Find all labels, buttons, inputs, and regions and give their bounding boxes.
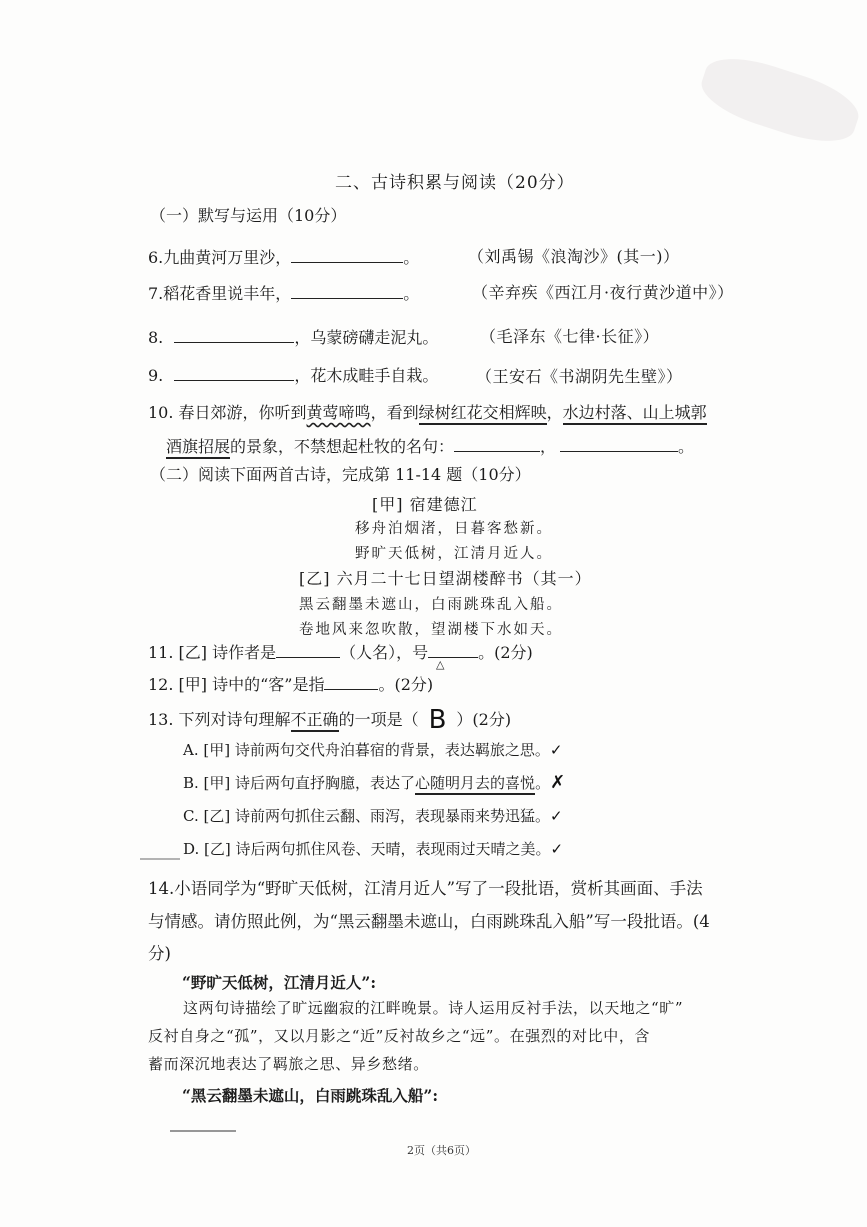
q12-blank[interactable] [324,673,378,690]
q10-blank-1[interactable] [454,435,540,452]
question-12 [148,673,433,696]
example-title: “野旷天低树，江清月近人”: [182,973,377,992]
q13-option-b-end: 。 [535,774,551,792]
question-14-line2: 与情感。请仿照此例，为“黑云翻墨未遮山，白雨跳珠乱入船”写一段批语。(4 [148,912,710,931]
q13-option-c-text: C. [乙] 诗前两句抓住云翻、雨泻，表现暴雨来势迅猛。 [183,807,550,825]
question-14-line3: 分) [148,944,171,963]
q13-underline: 不正确 [291,710,339,732]
q13-option-a-text: A. [甲] 诗前两句交代舟泊暮宿的背景，表达羁旅之思。 [183,741,550,759]
q13-option-a [183,739,562,761]
part2-heading: （二）阅读下面两首古诗，完成第 11-14 题（10分） [150,465,531,484]
q10-underline-4: 酒旗招展 [166,437,230,459]
page-footer: 2页（共6页） [407,1144,476,1157]
question-13 [148,705,512,735]
triangle-mark-icon: △ [436,658,445,671]
q13-option-c [183,805,563,827]
q7-text: 7.稻花香里说丰年， [148,284,292,303]
q13-option-d-text: D. [乙] 诗后两句抓住风卷、天晴，表现雨过天晴之美。 [183,840,551,858]
q10-mid2: ， [546,403,563,422]
q8-num: 8. [148,328,164,347]
example-line-2: 反衬自身之“孤”，又以月影之“近”反衬故乡之“远”。在强烈的对比中，含 [148,1027,651,1045]
part1-heading: （一）默写与运用（10分） [150,206,347,225]
question-10-line2 [166,435,694,458]
prompt-title: “黑云翻墨未遮山，白雨跳珠乱入船”: [182,1086,439,1105]
q10-line2-text: 的景象，不禁想起杜牧的名句： [230,437,455,456]
q10-underline-3: 水边村落、山上城郭 [563,403,707,425]
q9-text: ，花木成畦手自栽。 [294,366,439,385]
q7-blank[interactable] [291,282,403,299]
q10-underline-2: 绿树红花交相辉映 [419,403,547,425]
q9-blank[interactable] [174,364,294,381]
q9-source: （王安石《书湖阴先生壁》） [476,367,683,386]
q13-option-d [183,838,563,860]
q11-text-a: 11. [乙] 诗作者是 [148,643,277,662]
q9-num: 9. [148,366,164,385]
q10-blank-2[interactable] [560,435,678,452]
q8-text: ，乌蒙磅礴走泥丸。 [294,328,439,347]
poem-b-title: [乙] 六月二十七日望湖楼醉书（其一） [299,569,592,588]
q10-mid1: ，看到 [370,403,419,422]
poem-a-title: [甲] 宿建德江 [372,495,478,514]
q13-text-b: 的一项是（ [338,710,419,729]
q6-text: 6.九曲黄河万里沙， [148,248,292,267]
question-14-line1: 14.小语同学为“野旷天低树，江清月近人”写了一段批语，赏析其画面、手法 [148,879,703,898]
q13-option-b-underline: 心随明月去的喜悦 [415,774,535,795]
question-10-line1 [148,402,707,424]
q7-end: 。 [403,284,420,303]
q11-text-c: 。(2分) [478,643,533,662]
poem-a-line-2: 野旷天低树，江清月近人。 [355,546,553,562]
q6-end: 。 [403,248,420,267]
q10-comma: ， [540,437,557,456]
q13-handwritten-answer: B [428,705,447,735]
q12-text-a: 12. [甲] 诗中的“客”是指 [148,675,325,694]
scan-smudge [695,47,866,154]
q10-underline-1: 黄莺啼鸣 [306,403,371,422]
question-9 [148,364,438,387]
cross-mark-icon: ✗ [550,772,566,793]
q13-option-b [183,772,565,794]
question-7 [148,282,419,305]
q11-blank-name[interactable] [276,641,340,658]
poem-b-line-1: 黑云翻墨未遮山，白雨跳珠乱入船。 [299,597,563,613]
poem-a-line-1: 移舟泊烟渚，日暮客愁新。 [355,521,553,537]
example-line-1: 这两句诗描绘了旷远幽寂的江畔晚景。诗人运用反衬手法，以天地之“旷” [183,999,684,1017]
section-title: 二、古诗积累与阅读（20分） [335,173,575,193]
check-mark-icon: ✓ [549,807,563,825]
q13-text-c: ）(2分) [456,710,512,729]
q10-prefix: 10. 春日郊游，你听到 [148,403,307,422]
q10-end: 。 [678,437,695,456]
q12-text-b: 。(2分) [378,675,434,694]
q11-text-b: （人名），号 [340,643,429,662]
check-mark-icon: ✓ [550,840,564,858]
scan-mark [170,1130,236,1132]
example-line-3: 蓄而深沉地表达了羁旅之思、异乡愁绪。 [148,1055,429,1073]
q13-text-a: 13. 下列对诗句理解 [148,710,291,729]
question-6 [148,246,419,269]
scan-mark [140,858,180,860]
q13-option-b-text: B. [甲] 诗后两句直抒胸臆，表达了 [183,774,416,792]
q8-source: （毛泽东《七律·长征》） [480,327,660,346]
question-11 [148,641,533,664]
q11-blank-hao[interactable] [428,641,478,658]
q8-blank[interactable] [174,326,294,343]
poem-b-line-2: 卷地风来忽吹散，望湖楼下水如天。 [299,622,563,638]
q6-blank[interactable] [291,246,403,263]
q6-source: （刘禹锡《浪淘沙》(其一)） [468,247,680,266]
q7-source: （辛弃疾《西江月·夜行黄沙道中》） [472,283,734,302]
question-8 [148,326,438,349]
check-mark-icon: ✓ [549,741,563,759]
